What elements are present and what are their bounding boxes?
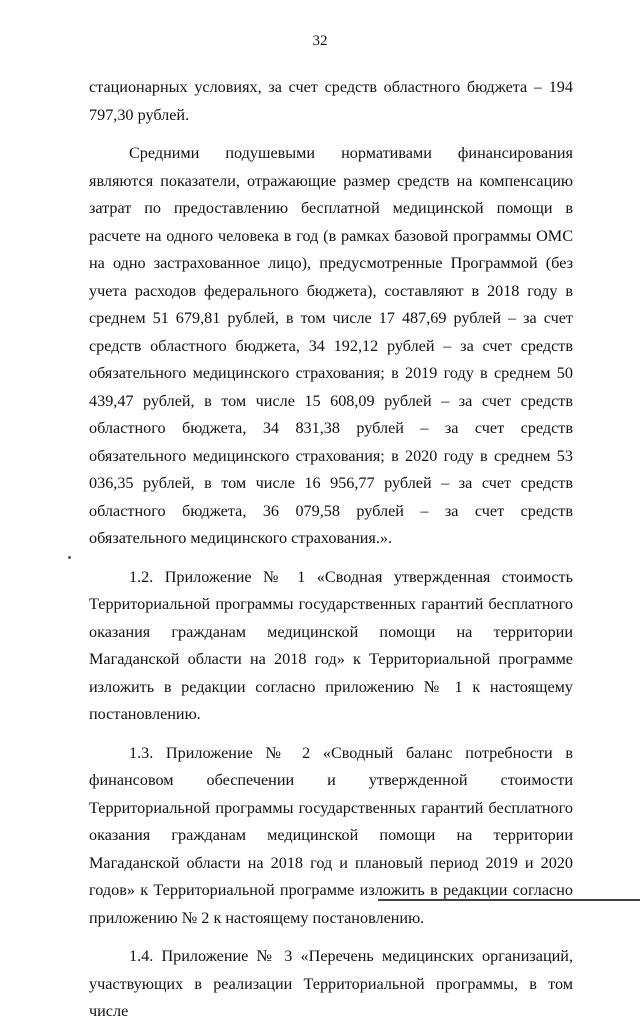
paragraph-item-1-4: 1.4. Приложение № 3 «Перечень медицинских организаций, участвующих в реализации Территориальной программы, в том числе bbox=[89, 947, 573, 1020]
bottom-rule bbox=[378, 899, 640, 901]
scan-mark bbox=[68, 556, 71, 559]
paragraph-continuation: стационарных условиях, за счет средств областного бюджета – 194 797,30 рублей. bbox=[89, 78, 573, 124]
document-body bbox=[89, 74, 573, 1026]
paragraph-per-capita-standards: Средними подушевыми нормативами финансирования являются показатели, отражающие размер средств на компенсацию затрат по предоставлению бесплатной медицинской помощи в расчете на одного человека в год (в рамках базовой программы ОМС на одно застрахованное лицо), предусмотренные Программой (без учета расходов федерального бюджета), составляют в 2018 году в среднем 51 679,81 рублей, в том числе 17 487,69 рублей – за счет средств областного бюджета, 34 192,12 рублей – за счет средств обязательного медицинского страхования; в 2019 году в среднем 50 439,47 рублей, в том числе 15 608,09 рублей – за счет средств областного бюджета, 34 831,38 рублей – за счет средств обязательного медицинского страхования; в 2020 году в среднем 53 036,35 рублей, в том числе 16 956,77 рублей – за счет средств областного бюджета, 36 079,58 рублей – за счет средств обязательного медицинского страхования.». bbox=[89, 144, 573, 547]
paragraph-item-1-3: 1.3. Приложение № 2 «Сводный баланс потребности в финансовом обеспечении и утвержденной стоимости Территориальной программы государственных гарантий бесплатного оказания гражданам медицинской помощи на территории Магаданской области на 2018 год и плановый период 2019 и 2020 годов» к Территориальной программе изложить в редакции согласно приложению № 2 к настоящему постановлению. bbox=[89, 743, 573, 927]
paragraph-item-1-2: 1.2. Приложение № 1 «Сводная утвержденная стоимость Территориальной программы государственных гарантий бесплатного оказания гражданам медицинской помощи на территории Магаданской области на 2018 год» к Территориальной программе изложить в редакции согласно приложению № 1 к настоящему постановлению. bbox=[89, 567, 573, 723]
page-number: 32 bbox=[312, 33, 328, 49]
